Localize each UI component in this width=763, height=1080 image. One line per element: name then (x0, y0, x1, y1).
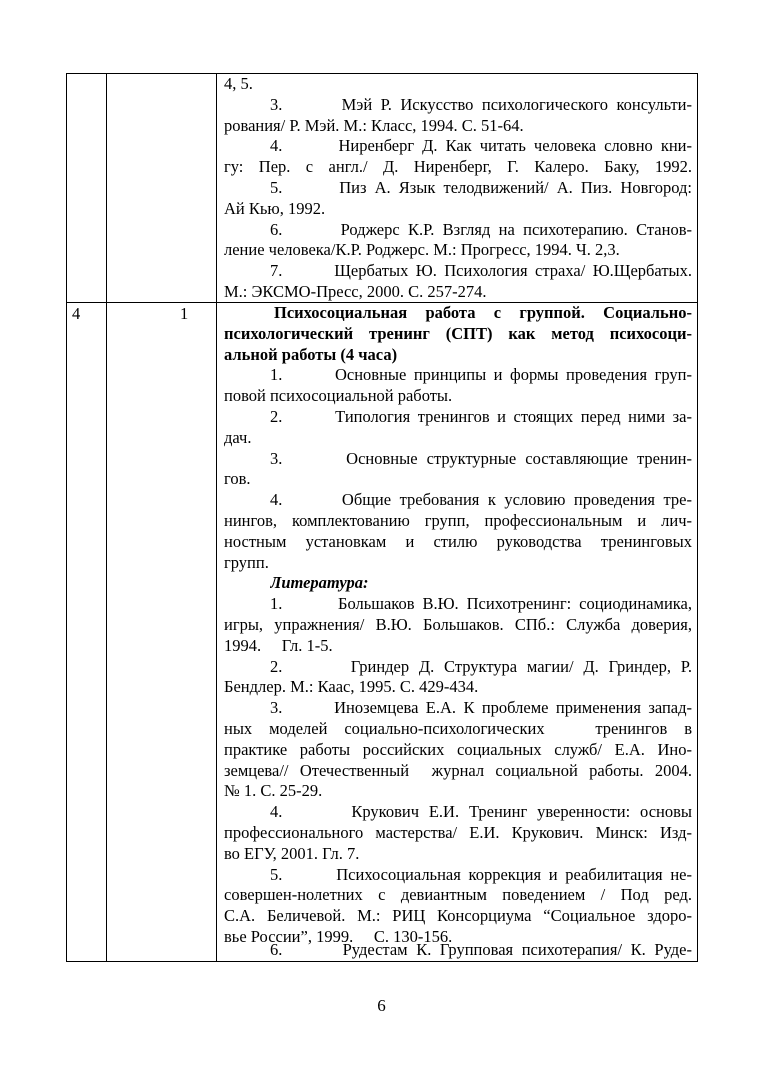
text-line: 7. Щербатых Ю. Психология страха/ Ю.Щербатых. (270, 261, 692, 281)
text-line: М.: ЭКСМО-Пресс, 2000. С. 257-274. (224, 282, 487, 301)
literature-line: 3. Иноземцева Е.А. К проблеме применения запад- (270, 698, 692, 718)
topic-line: 4. Общие требования к условию проведения тре- (270, 490, 692, 510)
literature-line: № 1. С. 25-29. (224, 781, 323, 801)
literature-line: практике работы российских социальных служб/ Е.А. Ино- (224, 739, 692, 759)
literature-line: 4. Крукович Е.И. Тренинг уверенности: основы (270, 802, 692, 822)
page-number: 6 (377, 996, 386, 1015)
row2-col2: 1 (180, 304, 189, 323)
table-bottom-border (66, 961, 698, 962)
text-line: ление человека/К.Р. Роджерс. М.: Прогресс, 1994. Ч. 2,3. (224, 240, 620, 260)
text-line: 4. Ниренберг Д. Как читать человека словно кни- (270, 136, 692, 156)
topic-line: 3. Основные структурные составляющие тренин- (270, 448, 692, 468)
topic-line: повой психосоциальной работы. (224, 386, 453, 406)
text-line: 6. Роджерс К.Р. Взгляд на психотерапию. Станов- (270, 219, 692, 239)
topic-line: 1. Основные принципы и формы проведения груп- (270, 365, 692, 385)
literature-line: 2. Гриндер Д. Структура магии/ Д. Гриндер, Р. (270, 656, 692, 676)
topic-line: нингов, комплектованию групп, профессиональным и лич- (224, 511, 692, 530)
literature-line: ных моделей социально-психологических тренингов в (224, 719, 692, 738)
table-right-border (697, 73, 698, 962)
literature-line: 1. Большаков В.Ю. Психотренинг: социодинамика, (270, 594, 692, 614)
text-line: 4, 5. (224, 74, 253, 93)
literature-line: во ЕГУ, 2001. Гл. 7. (224, 843, 360, 863)
topic-line: гов. (224, 469, 251, 489)
literature-line: профессионального мастерства/ Е.И. Крукович. Минск: Изд- (224, 823, 692, 842)
topic-line: групп. (224, 552, 269, 572)
section-title: альной работы (4 часа) (224, 344, 398, 364)
text-line: гу: Пер. с англ./ Д. Ниренберг, Г. Калеро. Баку, 1992. (224, 157, 692, 177)
row2-col1: 4 (72, 304, 81, 323)
literature-line: земцева// Отечественный журнал социальной работы. 2004. (224, 760, 692, 780)
topic-line: ностным установкам и стилю руководства тренинговых (224, 531, 692, 551)
literature-line: вье России”, 1999. С. 130-156. (224, 927, 453, 946)
literature-line: 1994. Гл. 1-5. (224, 635, 333, 655)
topic-line: дач. (224, 427, 252, 447)
section-title: психологический тренинг (СПТ) как метод психосоци- (224, 323, 692, 343)
table-left-border (66, 73, 67, 962)
literature-line: игры, упражнения/ В.Ю. Большаков. СПб.: Служба доверия, (224, 615, 692, 634)
text-line: рования/ Р. Мэй. М.: Класс, 1994. С. 51-64. (224, 115, 524, 135)
column-divider-2 (216, 73, 217, 962)
text-line: Ай Кью, 1992. (224, 198, 326, 218)
section-title: Психосоциальная работа с группой. Социально- (274, 303, 692, 322)
literature-line: Бендлер. М.: Каас, 1995. С. 429-434. (224, 677, 479, 697)
text-line: 5. Пиз А. Язык телодвижений/ А. Пиз. Новгород: (270, 178, 692, 197)
literature-line: С.А. Беличевой. М.: РИЦ Консорциума “Социальное здоро- (224, 906, 692, 926)
literature-heading: Литература: (270, 573, 369, 593)
literature-line: совершен-нолетних с девиантным поведением / Под ред. (224, 885, 692, 905)
literature-line: 5. Психосоциальная коррекция и реабилитация не- (270, 864, 692, 884)
literature-line: 6. Рудестам К. Групповая психотерапия/ К. Руде- (270, 940, 692, 959)
text-line: 3. Мэй Р. Искусство психологического консульти- (270, 94, 692, 114)
topic-line: 2. Типология тренингов и стоящих перед ними за- (270, 407, 692, 426)
column-divider-1 (106, 73, 107, 962)
